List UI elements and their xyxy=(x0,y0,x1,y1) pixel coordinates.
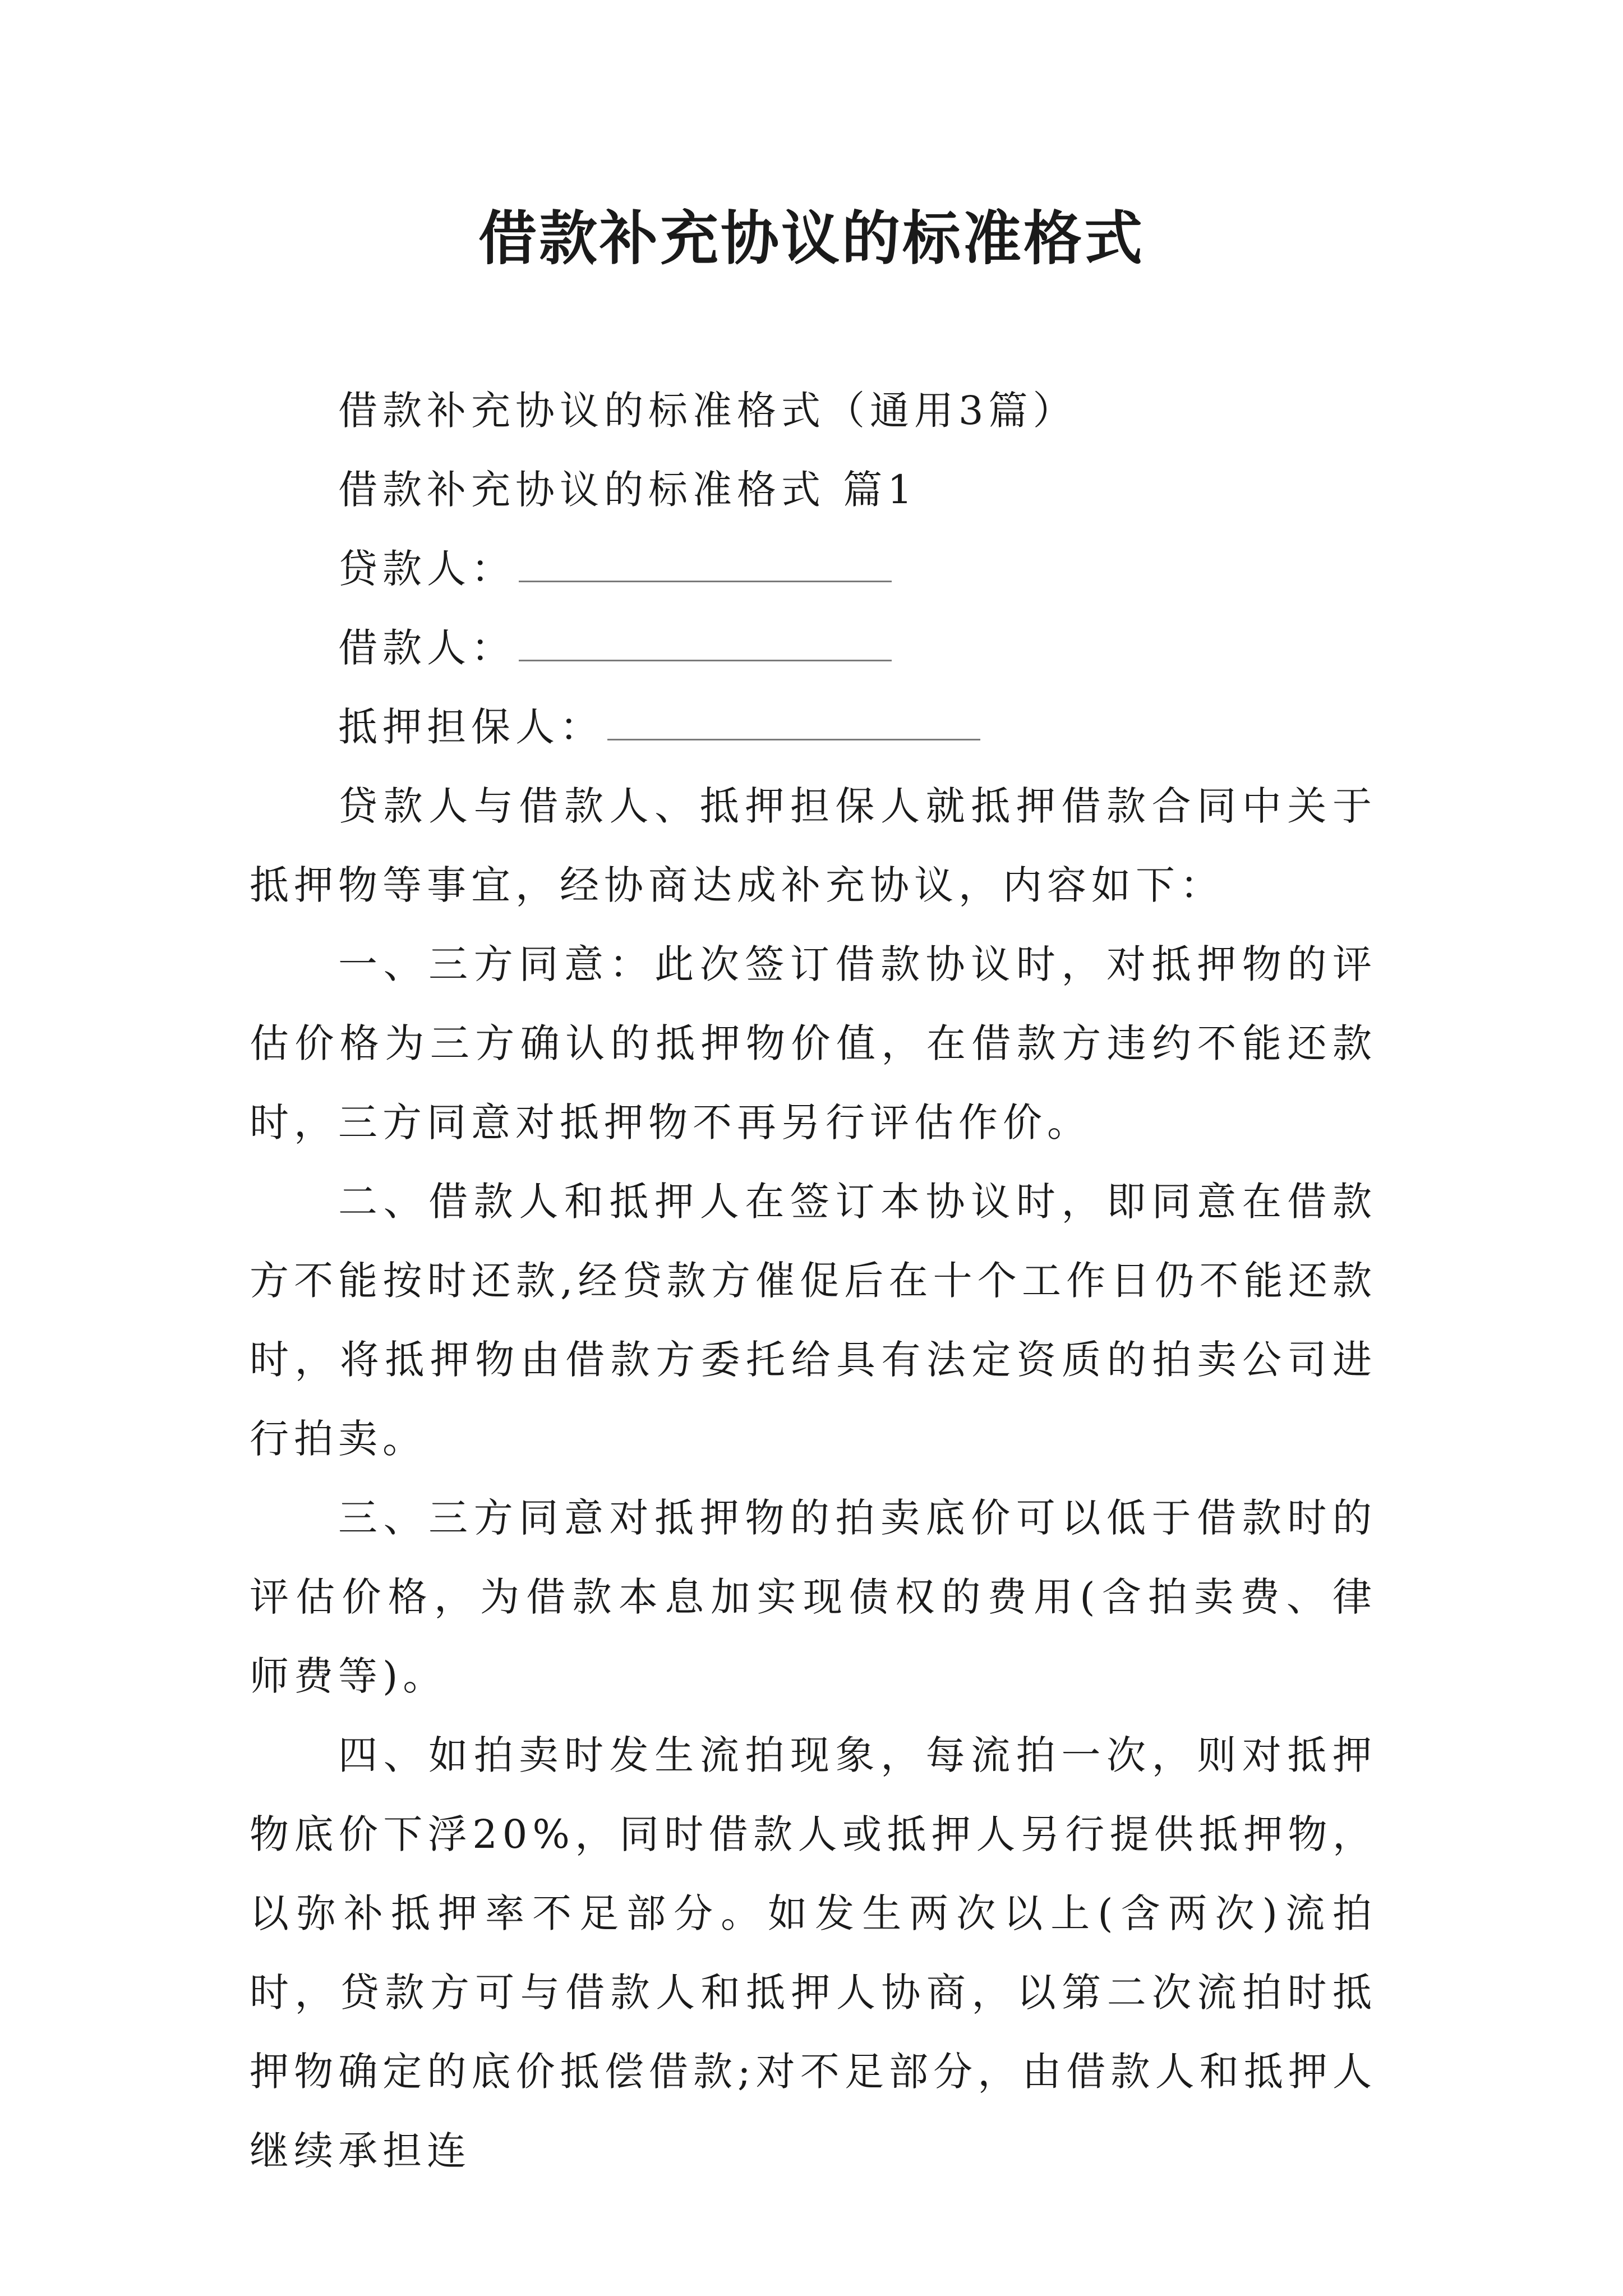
blank-line xyxy=(519,541,892,582)
field-label: 贷款人： xyxy=(338,546,515,592)
paragraph-clause-3: 三、三方同意对抵押物的拍卖底价可以低于借款时的评估价格，为借款本息加实现债权的费用(含拍卖费、律师费等)。 xyxy=(250,1495,1377,1699)
paragraph-clause-2: 二、借款人和抵押人在签订本协议时，即同意在借款方不能按时还款,经贷款方催促后在十个工作日仍不能还款时，将抵押物由借款方委托给具有法定资质的拍卖公司进行拍卖。 xyxy=(250,1179,1377,1462)
paragraph-clause-1: 一、三方同意：此次签订借款协议时，对抵押物的评估价格为三方确认的抵押物价值，在借款方违约不能还款时，三方同意对抵押物不再另行评估作价。 xyxy=(250,941,1377,1145)
blank-line xyxy=(519,620,892,661)
paragraph-clause-4: 四、如拍卖时发生流拍现象，每流拍一次，则对抵押物底价下浮20%，同时借款人或抵押人另行提供抵押物，以弥补抵押率不足部分。如发生两次以上(含两次)流拍时，贷款方可与借款人和抵押人协商，以第二次流拍时抵押物确定的底价抵偿借款;对不足部分，由借款人和抵押人继续承担连 xyxy=(250,1732,1377,2174)
field-borrower xyxy=(250,609,1377,688)
paragraph-intro: 贷款人与借款人、抵押担保人就抵押借款合同中关于抵押物等事宜，经协商达成补充协议，内容如下： xyxy=(250,783,1377,908)
field-guarantor xyxy=(250,688,1377,767)
document-title: 借款补充协议的标准格式 xyxy=(478,204,1145,273)
field-label: 抵押担保人： xyxy=(338,704,604,750)
document-subtitle: 借款补充协议的标准格式（通用3篇） xyxy=(338,388,1077,434)
blank-line xyxy=(607,700,980,740)
section-heading: 借款补充协议的标准格式 篇1 xyxy=(338,467,917,513)
field-lender xyxy=(250,530,1377,609)
document-body xyxy=(250,371,1377,2191)
field-label: 借款人： xyxy=(338,625,515,671)
